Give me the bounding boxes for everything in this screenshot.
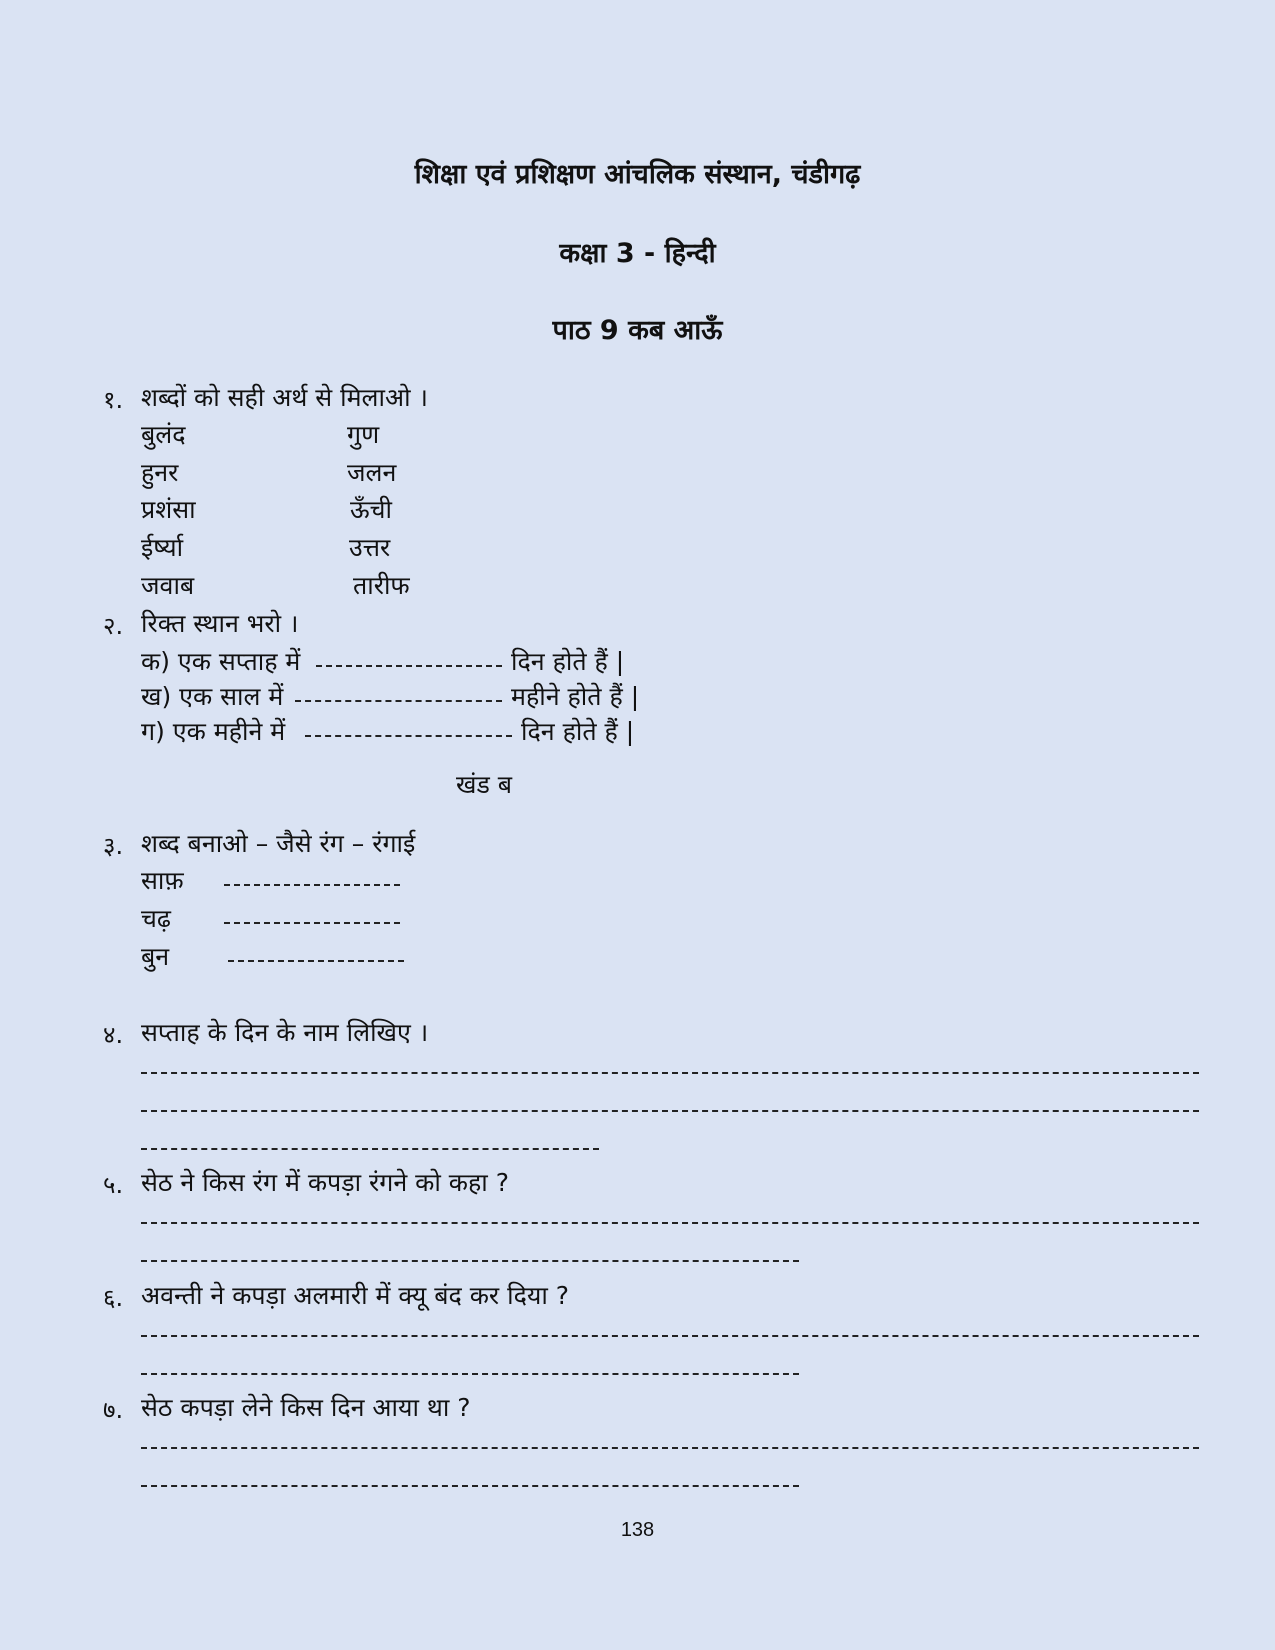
- q1-left-word: जवाब: [141, 571, 195, 600]
- q3-word-blank: [224, 884, 400, 886]
- answer-line: [141, 1485, 799, 1487]
- q4-prompt: सप्ताह के दिन के नाम लिखिए ।: [141, 1018, 429, 1047]
- answer-line: [141, 1110, 1199, 1112]
- q1-right-word: गुण: [347, 420, 380, 449]
- institute-title: शिक्षा एवं प्रशिक्षण आंचलिक संस्थान, चंडीगढ़: [414, 159, 861, 190]
- q3-word: चढ़: [141, 904, 171, 933]
- section-b-label: खंड ब: [456, 770, 513, 799]
- q2-item-b-text: ख) एक साल में: [141, 682, 284, 711]
- q2-item-a-end: दिन होते हैं |: [511, 647, 625, 676]
- q2-item-a-blank: [316, 665, 502, 667]
- q6-number: ६.: [103, 1284, 124, 1312]
- page-number: 138: [620, 1519, 655, 1541]
- lesson-title: पाठ 9 कब आऊँ: [552, 315, 723, 346]
- q4-number: ४.: [103, 1021, 124, 1049]
- q1-number: १.: [103, 386, 124, 414]
- q2-item-c-text: ग) एक महीने में: [141, 717, 286, 746]
- q1-left-word: प्रशंसा: [141, 495, 196, 524]
- q3-word: साफ़: [141, 866, 184, 895]
- q2-item-b-end: महीने होते हैं |: [511, 682, 640, 711]
- q2-item-b-blank: [295, 700, 502, 702]
- q7-prompt: सेठ कपड़ा लेने किस दिन आया था ?: [141, 1393, 471, 1422]
- q2-number: २.: [103, 612, 124, 640]
- q2-prompt: रिक्त स्थान भरो ।: [141, 609, 299, 638]
- q1-left-word: ईर्ष्या: [141, 533, 184, 562]
- answer-line: [141, 1148, 599, 1150]
- q2-item-a-text: क) एक सप्ताह में: [141, 647, 301, 676]
- q6-prompt: अवन्ती ने कपड़ा अलमारी में क्यू बंद कर दिया ?: [141, 1281, 570, 1310]
- answer-line: [141, 1222, 1199, 1224]
- q7-number: ७.: [103, 1396, 124, 1424]
- q1-left-word: हुनर: [141, 458, 179, 487]
- q3-prompt: शब्द बनाओ – जैसे रंग – रंगाई: [141, 829, 416, 858]
- q3-number: ३.: [103, 832, 124, 860]
- q5-prompt: सेठ ने किस रंग में कपड़ा रंगने को कहा ?: [141, 1168, 509, 1197]
- answer-line: [141, 1260, 799, 1262]
- q5-number: ५.: [103, 1171, 124, 1199]
- q1-right-word: ऊँची: [350, 495, 392, 524]
- q3-word-blank: [228, 960, 404, 962]
- q1-right-word: तारीफ: [353, 571, 410, 600]
- q2-item-c-end: दिन होते हैं |: [521, 717, 635, 746]
- answer-line: [141, 1373, 799, 1375]
- answer-line: [141, 1447, 1199, 1449]
- q3-word: बुन: [141, 942, 170, 971]
- q3-word-blank: [224, 922, 400, 924]
- q1-right-word: उत्तर: [349, 533, 391, 562]
- answer-line: [141, 1335, 1199, 1337]
- q1-prompt: शब्दों को सही अर्थ से मिलाओ ।: [141, 383, 428, 412]
- q1-left-word: बुलंद: [141, 420, 186, 449]
- class-title: कक्षा 3 - हिन्दी: [559, 238, 716, 269]
- q1-right-word: जलन: [347, 458, 397, 487]
- answer-line: [141, 1072, 1199, 1074]
- q2-item-c-blank: [305, 735, 512, 737]
